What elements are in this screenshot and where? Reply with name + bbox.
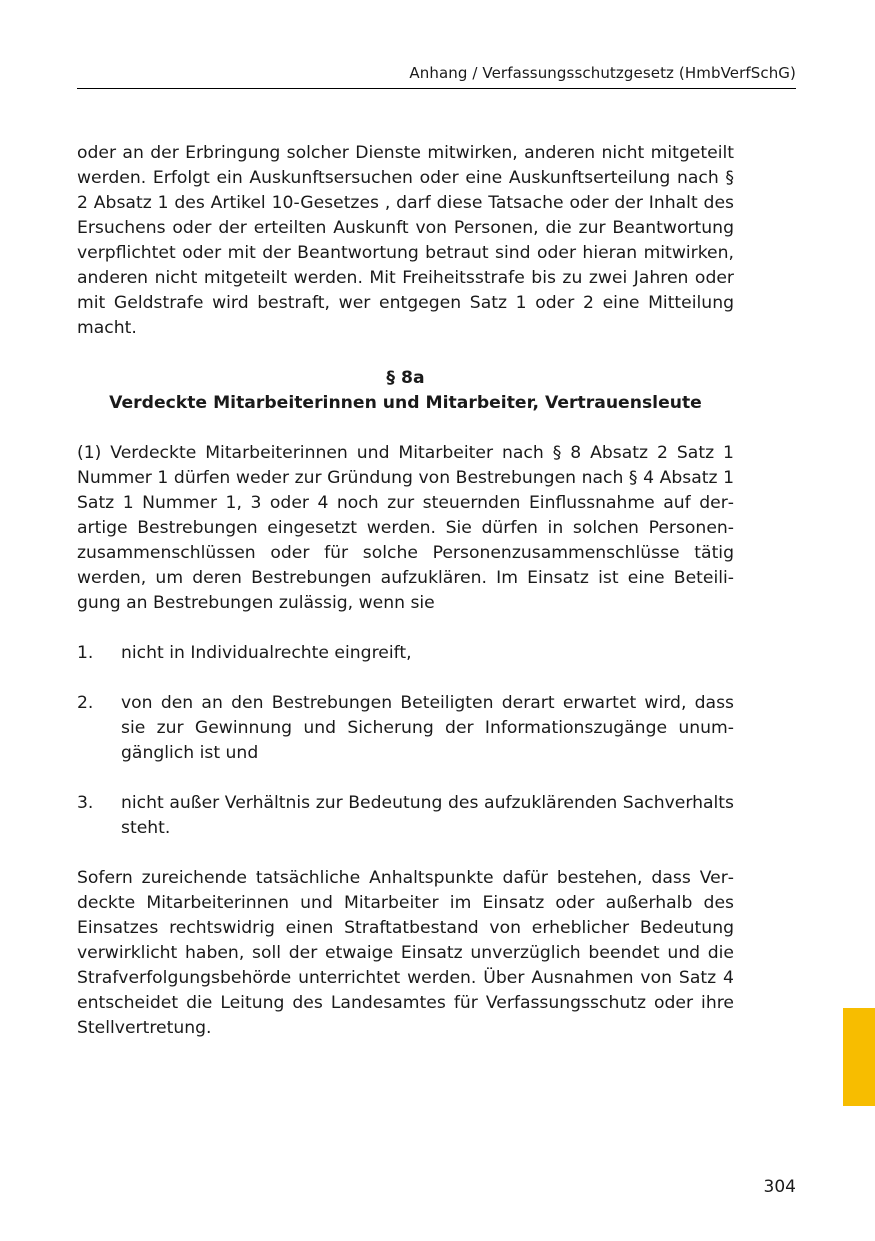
paragraph-continuation: oder an der Erbringung solcher Dienste mitwirken, anderen nicht mitgeteilt werden. Erfolgt ein Auskunftsersuchen oder eine Auskunftserteilung nach § 2 Absatz 1 des Artikel 10-Gesetzes , darf diese Tatsache oder der Inhalt des Ersuchens oder der erteilten Auskunft von Personen, die zur Beantwortung verpflichtet oder mit der Beantwortung betraut sind oder hieran mitwirken, anderen nicht mitgeteilt werden. Mit Freiheitsstrafe bis zu zwei Jahren oder mit Geldstrafe wird bestraft, wer entgegen Satz 1 oder 2 eine Mitteilung macht. [77, 143, 734, 338]
header-rule [77, 88, 796, 89]
list-item-number: 1. [77, 643, 94, 663]
section-heading [77, 366, 734, 416]
section-number: § 8a [386, 368, 425, 388]
chapter-tab-marker [843, 1008, 875, 1106]
list-item-number: 3. [77, 793, 94, 813]
section-title: Verdeckte Mitarbeiterinnen und Mitarbeiter, Vertrauensleute [109, 393, 702, 413]
list-item-number: 2. [77, 693, 94, 713]
list-item [77, 691, 734, 766]
running-header: Anhang / Verfassungsschutzgesetz (HmbVerfSchG) [409, 64, 796, 82]
list-item [77, 791, 734, 841]
paragraph-closing: Sofern zureichende tatsächliche Anhaltspunkte dafür bestehen, dass Verdeckte Mitarbeiterinnen und Mitarbeiter im Einsatz oder außerhalb des Einsatzes rechtswidrig einen Straftatbestand von erheblicher Bedeutung verwirklicht haben, soll der etwaige Einsatz unverzüglich beendet und die Strafverfolgungsbehörde unterrichtet werden. Über Ausnahmen von Satz 4 entscheidet die Leitung des Landesamtes für Verfassungsschutz oder ihre Stellvertretung. [77, 868, 734, 1038]
list-item-text: nicht in Individualrechte eingreift, [121, 643, 412, 663]
paragraph-1: (1) Verdeckte Mitarbeiterinnen und Mitarbeiter nach § 8 Absatz 2 Satz 1 Nummer 1 dürfen weder zur Gründung von Bestrebungen nach § 4 Absatz 1 Satz 1 Nummer 1, 3 oder 4 noch zur steuernden Einflussnahme auf derartige Bestrebungen eingesetzt werden. Sie dürfen in solchen Personenzusammenschlüssen oder für solche Personenzusammenschlüsse tätig werden, um deren Bestrebungen aufzuklären. Im Einsatz ist eine Beteiligung an Bestrebungen zulässig, wenn sie [77, 443, 734, 613]
page-content [77, 141, 734, 1041]
list-item-text: von den an den Bestrebungen Beteiligten derart erwartet wird, dass sie zur Gewinnung und Sicherung der Informationszugänge unumgänglich ist und [121, 693, 734, 763]
page-number: 304 [763, 1177, 796, 1197]
list-item-text: nicht außer Verhältnis zur Bedeutung des aufzuklärenden Sachverhalts steht. [121, 793, 734, 838]
list-item [77, 641, 734, 666]
